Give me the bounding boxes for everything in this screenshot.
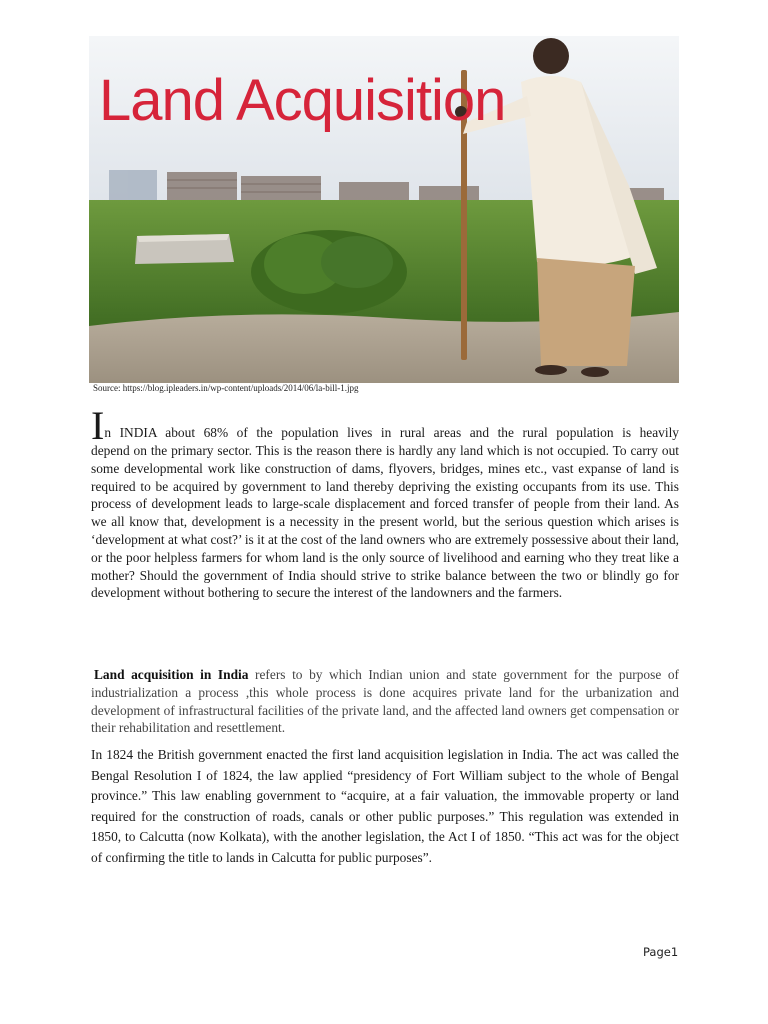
drop-cap: I [91, 403, 105, 448]
paragraph-history: In 1824 the British government enacted the first land acquisition legislation in India. The act was called the Bengal Resolution I of 1824, the law applied “presidency of Fort William subject to the whole of Bengal province.” This law enabling government to “acquire, at a fair valuation, the immovable property or land required for the construction of roads, canals or other public purposes.” This regulation was extended in 1850, to Calcutta (now Kolkata), with the another legislation, the Act I of 1850. “This act was for the object of confirming the title to lands in Calcutta for public purposes”. [91, 747, 679, 865]
intro-first-line [91, 403, 679, 448]
page-number: Page1 [643, 945, 679, 959]
definition-lead: Land acquisition in India [94, 667, 249, 682]
paragraph-intro [91, 403, 679, 602]
hero-photo [89, 36, 679, 383]
intro-first-line-text: n INDIA about 68% of the population lives in rural areas and the rural population is heavily [104, 425, 679, 440]
source-caption: Source: https://blog.ipleaders.in/wp-content/uploads/2014/06/la-bill-1.jpg [93, 383, 359, 393]
intro-body-text: depend on the primary sector. This is the reason there is hardly any land which is not occupied. To carry out some developmental work like construction of dams, flyovers, bridges, mines etc., vast expanse of land is required to be acquired by government to land thereby depriving the existing occupants from its use. This process of development leads to large-scale displacement and forced transfer of people from their land. As we all know that, development is a necessity in the present world, but the serious question which arises is ‘development at what cost?’ is it at the cost of the land owners who are extremely possessive about their land, or the poor helpless farmers for whom land is the only source of livelihood and earning who they treat like a mother? Should the government of India should strive to strike balance between the two or blindly go for development without bothering to secure the interest of the landowners and the farmers. [91, 443, 679, 601]
hero-title: Land Acquisition [99, 68, 506, 133]
paragraph-definition [91, 666, 679, 737]
definition-body-text: refers to by which Indian union and state government for the purpose of industrialization a process ,this whole process is done acquires private land for the urbanization and development of infrastructural facilities of the private land, and the affected land owners get compensation or their rehabilitation and resettlement. [91, 667, 680, 736]
